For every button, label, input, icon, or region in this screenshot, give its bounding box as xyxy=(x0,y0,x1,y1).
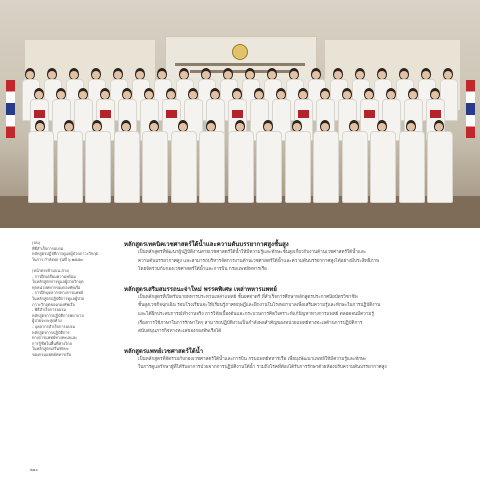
paragraph-line: สนับสนุนภารกิจทางทะเลของกองทัพเรือได้ xyxy=(138,329,222,335)
paragraph-line: โดยจัดร่วมกับกองเวชศาสตร์ใต้น้ำและการบิน กรมแพทย์ทหารเรือ xyxy=(138,267,267,273)
caption-sidebar xyxy=(32,240,118,357)
caption-line: หลักสูตรการปฏิบัติการพยาบาล xyxy=(32,312,84,318)
certificate-icon xyxy=(100,110,111,118)
caption-line: ผู้ป่วยระยะสุดท้าย xyxy=(32,318,62,324)
group-photo xyxy=(0,0,480,228)
certificate-icon xyxy=(298,110,309,118)
paragraph-line: เป็นหลักสูตรที่เปิดรับนายทหารประทวนเหล่าแพทย์ ชั้นยศจ่าตรี ที่สำเร็จการศึกษาหลักสูตรประกาศนียบัตรวิชาชีพ xyxy=(138,294,358,300)
flag-icon xyxy=(466,80,475,138)
caption-line: ในหลักสูตรปฏิบัติการดูแลผู้ป่วย xyxy=(32,295,85,301)
certificate-icon xyxy=(166,110,177,118)
caption-line: พิธีสำเร็จการอบรม xyxy=(32,245,64,251)
paragraph-line: เป็นหลักสูตรที่จัดร่วมกับกองเวชศาสตร์ใต้น้ำและการบิน กรมแพทย์ทหารเรือ เพื่อมุ่งพัฒนาแพทย์ให้มีความรู้และทักษะ xyxy=(138,356,367,362)
paragraph-line: เรื่องการใช้ภาษาในการรักษาใดๆ สามารถปฏิบัติงานเป็นกำลังพลสำคัญของหน่วยแพทย์ทางทะเลด้านการปฏิบัติการ xyxy=(138,320,363,326)
page-number: ๒๑๐ xyxy=(30,467,38,472)
caption-line: ในหลักสูตรเสริมทักษะ xyxy=(32,346,69,352)
section-paragraph xyxy=(124,356,454,373)
caption-line: หลักสูตรการปฏิบัติการ xyxy=(32,329,70,335)
caption-line: - บุคลากรสำเร็จการอบรม xyxy=(32,323,76,329)
paragraph-line: ความดันบรรยากาศสูง และสามารถบริหารจัดการงานด้านเวชศาสตร์ใต้น้ำและความดันบรรยากาศสูงได้อย่างมีประสิทธิภาพ xyxy=(138,258,380,264)
caption-line: (หน้าตรงข้ามบน-ล่าง) xyxy=(32,267,70,273)
certificate-icon xyxy=(430,110,441,118)
caption-line: - พิธีสำเร็จการอบรม xyxy=(32,307,66,313)
paragraph-line: เป็นหลักสูตรที่พัฒนาผู้ปฏิบัติงานสายเวชศาสตร์ใต้น้ำให้มีความรู้และทักษะชั้นสูงเกี่ยวกับงานด้านเวชศาสตร์ใต้น้ำและ xyxy=(138,250,367,255)
section-paragraph xyxy=(124,249,454,275)
caption-line: ของกรมแพทย์ทหารเรือ xyxy=(32,351,71,357)
section-paragraph xyxy=(124,294,454,337)
caption-block-bottom xyxy=(32,268,118,358)
certificate-icon xyxy=(232,110,243,118)
certificate-icon xyxy=(34,110,45,118)
caption-line: ในหลักสูตรการดูแลผู้ป่วยวิกฤต xyxy=(32,279,84,285)
caption-line: - การฝึกเตรียมความพร้อม xyxy=(32,273,76,279)
caption-block-top xyxy=(32,240,118,262)
certificate-icon xyxy=(364,110,375,118)
section-title: หลักสูตรเสริมสมรรถนะจ่าใหม่ พรรคพิเศษ เหล่าทหารแพทย์ xyxy=(124,285,277,293)
flag-icon xyxy=(6,80,15,138)
paragraph-line: และได้ฝึกประสบการณ์ทำงานจริง การวิจัยเบื้องต้นและกระบวนการคิดวิเคราะห์แก้ปัญหาทางการแพทย์ ตลอดจนมีความรู้ xyxy=(138,311,374,317)
caption-line: การกู้ชีพในพื้นที่ห่างไกล xyxy=(32,340,72,346)
emblem-icon xyxy=(232,44,248,60)
banner-text-line xyxy=(175,63,305,66)
caption-line: หลักสูตรปฏิบัติการดูแลผู้ป่วยภาวะวิกฤต xyxy=(32,251,99,257)
caption-line: ภาวะวิกฤตของกองทัพเรือ xyxy=(32,301,75,307)
paragraph-line: ในการดูแลรักษาผู้ที่ได้รับอาการป่วยจากการปฏิบัติงานใต้น้ำ รวมถึงโรคที่ต้องได้รับการรักษาด้วยห้องปรับความดันบรรยากาศสูง xyxy=(138,365,387,371)
article-body xyxy=(124,240,454,383)
section-title: หลักสูตรแพทย์เวชศาสตร์ใต้น้ำ xyxy=(124,347,204,355)
caption-line: (บน) xyxy=(32,240,41,245)
caption-line: - การฝึกบุคลากรทางการแพทย์ xyxy=(32,290,84,296)
paragraph-line: ชั้นสูงเวชกิจฉุกเฉิน รอบโรงเรียนจะให้เรียนรู้ภาคทฤษฎีและฝึกงานในโรงพยาบาลเพื่อเสริมความรู้และทักษะในการปฏิบัติงาน xyxy=(138,303,381,309)
caption-line: ในการ กำลังพล รุ่นที่ ๖ ๒๕๕๓ xyxy=(32,256,83,262)
caption-line: ทุกหน่วยทหารของกองทัพเรือ xyxy=(32,284,81,290)
section-title: หลักสูตรเทคนิคเวชศาสตร์ใต้น้ำและความดันบรรยากาศสูงชั้นสูง xyxy=(124,241,289,248)
caption-line: ทางการแพทย์ทางทะเลและ xyxy=(32,335,78,341)
